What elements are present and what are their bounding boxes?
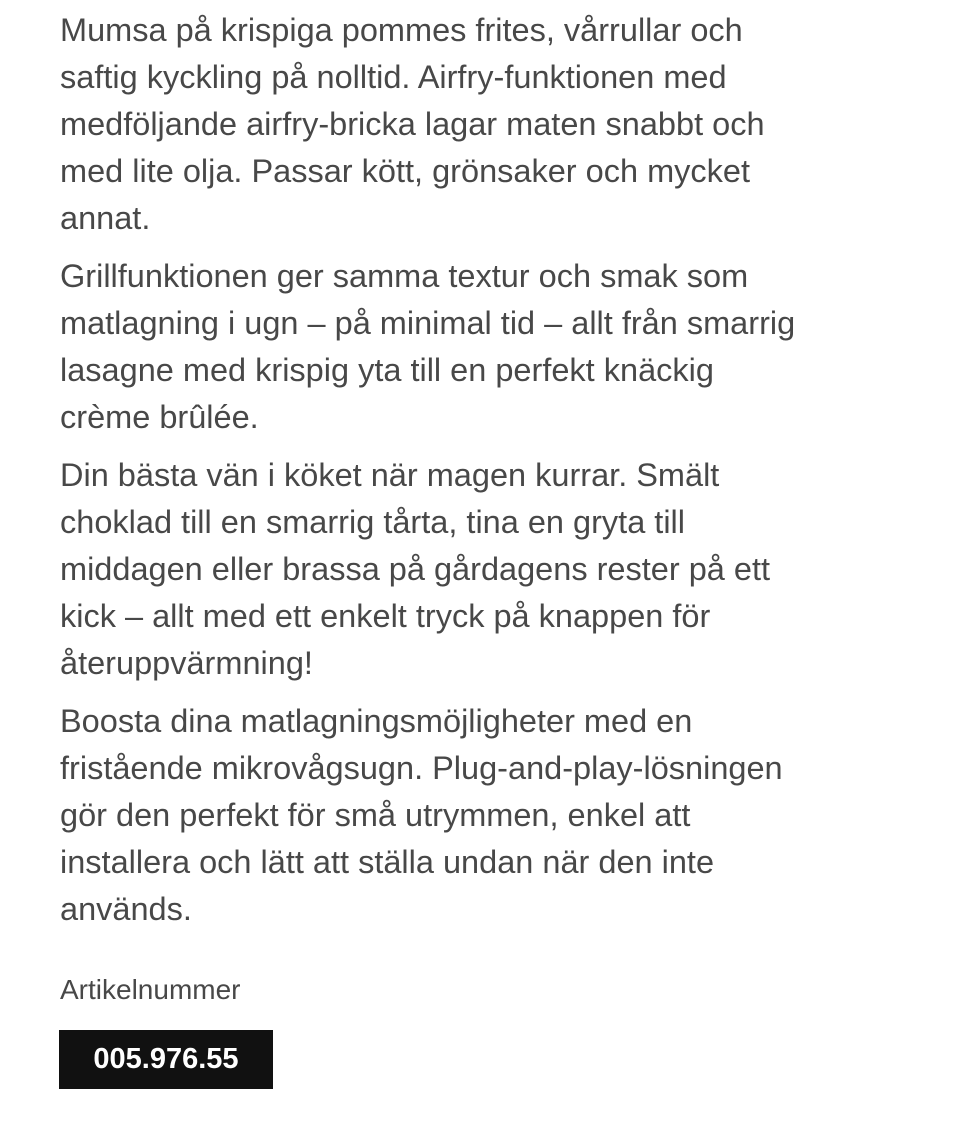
description-paragraph-airfry — [60, 7, 940, 242]
text-line: middagen eller brassa på gårdagens rester på ett — [60, 551, 771, 587]
text-line: Boosta dina matlagningsmöjligheter med en — [60, 703, 693, 739]
text-line: återuppvärmning! — [60, 645, 313, 681]
article-number-badge: 005.976.55 — [59, 1030, 273, 1089]
text-line: Mumsa på krispiga pommes frites, vårrullar och — [60, 12, 743, 48]
text-line: Din bästa vän i köket när magen kurrar. Smält — [60, 457, 720, 493]
text-line: kick – allt med ett enkelt tryck på knappen för — [60, 598, 711, 634]
text-line: lasagne med krispig yta till en perfekt knäckig — [60, 352, 714, 388]
text-line: saftig kyckling på nolltid. Airfry-funktionen med — [60, 59, 727, 95]
text-line: gör den perfekt för små utrymmen, enkel att — [60, 797, 691, 833]
text-line: annat. — [60, 200, 151, 236]
text-line: fristående mikrovågsugn. Plug-and-play-lösningen — [60, 750, 783, 786]
description-paragraph-freestanding — [60, 698, 940, 933]
text-line: Grillfunktionen ger samma textur och smak som — [60, 258, 749, 294]
text-line: matlagning i ugn – på minimal tid – allt från smarrig — [60, 305, 796, 341]
product-description — [60, 7, 940, 944]
description-paragraph-reheat — [60, 452, 940, 687]
description-paragraph-grill — [60, 253, 940, 441]
text-line: choklad till en smarrig tårta, tina en gryta till — [60, 504, 685, 540]
text-line: installera och lätt att ställa undan när den inte — [60, 844, 715, 880]
text-line: med lite olja. Passar kött, grönsaker och mycket — [60, 153, 751, 189]
text-line: används. — [60, 891, 192, 927]
article-number-label: Artikelnummer — [60, 974, 241, 1005]
text-line: medföljande airfry-bricka lagar maten snabbt och — [60, 106, 765, 142]
text-line: crème brûlée. — [60, 399, 259, 435]
